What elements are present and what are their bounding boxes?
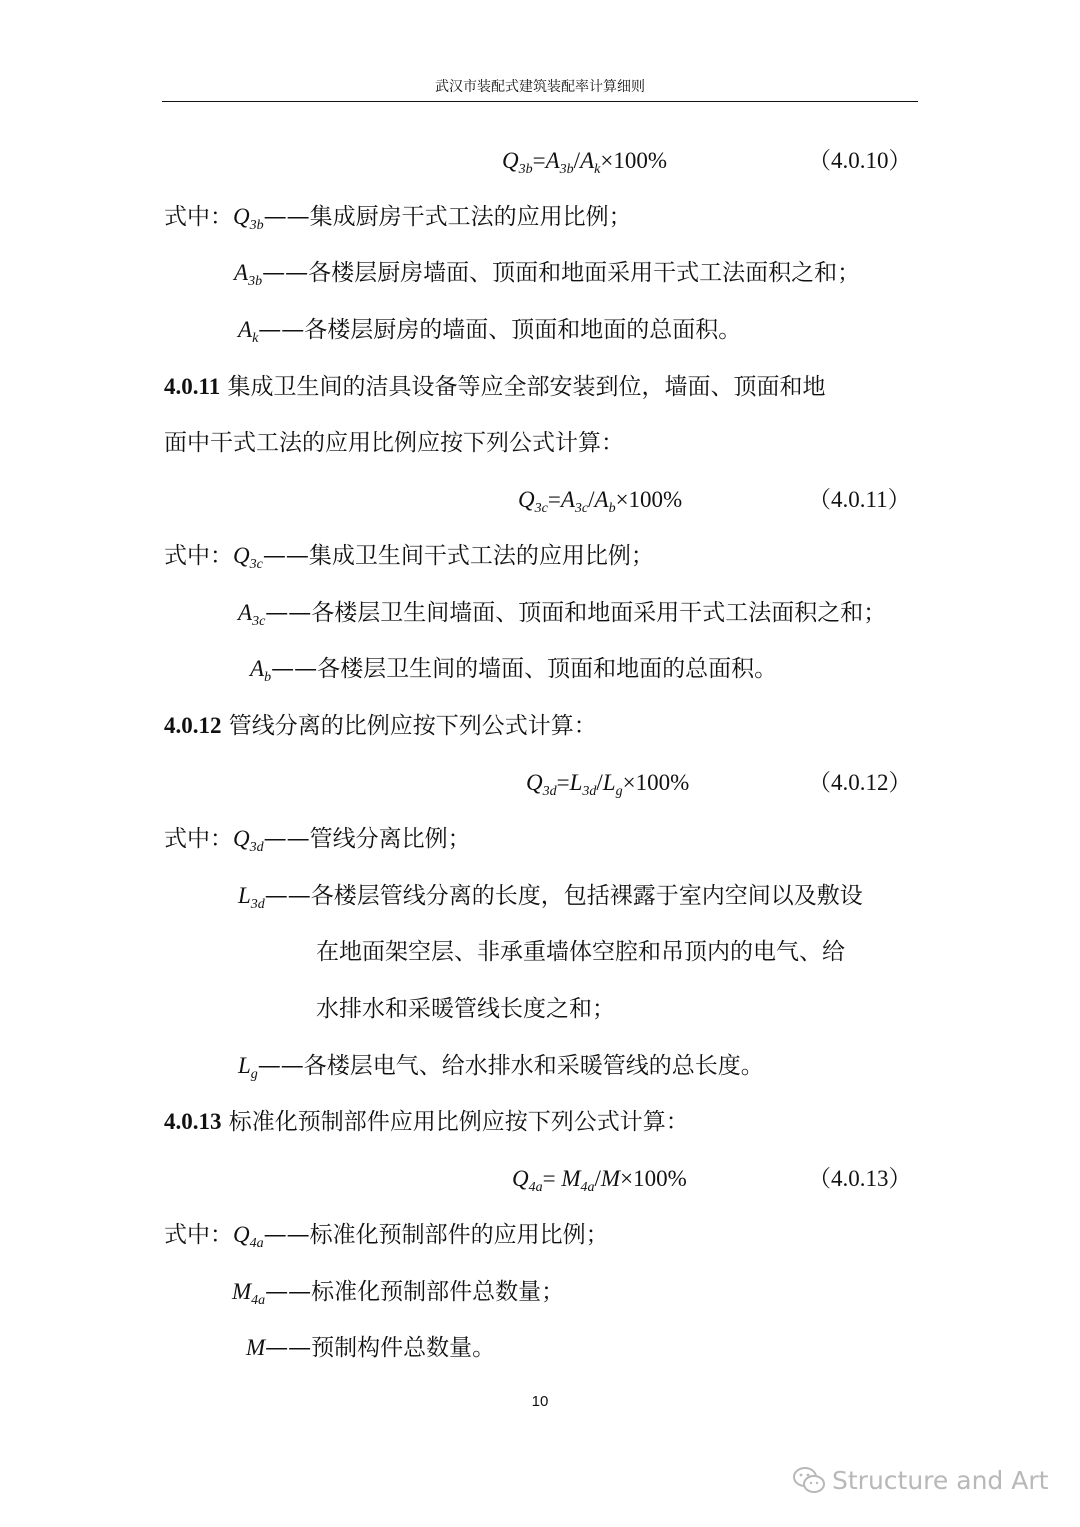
formula-4-0-12: $Q_{3d}=L_{3d}/L_g\times 100\%$ (526, 770, 690, 799)
running-header: 武汉市装配式建筑装配率计算细则 (435, 79, 645, 95)
watermark (792, 1465, 1048, 1495)
definition-line: $M_{4a}——$标准化预制部件总数量； (232, 1279, 565, 1308)
definition-line: $A_{3b}——$各楼层厨房墙面、顶面和地面采用干式工法面积之和； (234, 260, 861, 289)
definition-line: $L_g——$各楼层电气、给水排水和采暖管线的总长度。 (238, 1053, 764, 1082)
definition-line: $A_k——$各楼层厨房的墙面、顶面和地面的总面积。 (238, 317, 742, 346)
clause-4-0-12: 4.0.12 管线分离的比例应按下列公式计算： (164, 713, 597, 739)
definition-continuation: 在地面架空层、非承重墙体空腔和吊顶内的电气、给 (316, 939, 845, 965)
wechat-icon (792, 1465, 826, 1495)
definition-line: 式中：$Q_{3b}——$集成厨房干式工法的应用比例； (164, 204, 632, 233)
equation-number: （4.0.11） (808, 487, 911, 512)
formula-4-0-11: $Q_{3c}=A_{3c}/A_b\times 100\%$ (518, 487, 683, 516)
header-rule (162, 101, 918, 102)
definition-continuation: 水排水和采暖管线长度之和； (316, 996, 615, 1022)
equation-number: （4.0.12） (808, 770, 912, 795)
equation-number: （4.0.10） (808, 148, 912, 173)
definition-line: $A_{3c}——$各楼层卫生间墙面、顶面和地面采用干式工法面积之和； (238, 600, 887, 629)
definition-line: 式中：$Q_{4a}——$标准化预制部件的应用比例； (164, 1222, 609, 1251)
watermark-text: Structure and Art (832, 1465, 1049, 1495)
definition-line: $A_b——$各楼层卫生间的墙面、顶面和地面的总面积。 (250, 656, 778, 685)
definition-line: 式中：$Q_{3d}——$管线分离比例； (164, 826, 471, 855)
formula-4-0-13: $Q_{4a}= M_{4a}/M\times 100\%$ (512, 1166, 687, 1195)
clause-4-0-11: 4.0.11 集成卫生间的洁具设备等应全部安装到位，墙面、顶面和地 (164, 374, 826, 400)
equation-number: （4.0.13） (808, 1166, 912, 1191)
clause-text: 面中干式工法的应用比例应按下列公式计算： (164, 430, 624, 456)
definition-line: $L_{3d}——$各楼层管线分离的长度，包括裸露于室内空间以及敷设 (238, 883, 863, 912)
definition-line: 式中：$Q_{3c}——$集成卫生间干式工法的应用比例； (164, 543, 654, 572)
definition-line: M——预制构件总数量。 (246, 1335, 496, 1361)
clause-4-0-13: 4.0.13 标准化预制部件应用比例应按下列公式计算： (164, 1109, 689, 1135)
formula-4-0-10: $Q_{3b}=A_{3b}/A_k\times 100\%$ (502, 148, 667, 177)
page-number: 10 (531, 1393, 549, 1410)
